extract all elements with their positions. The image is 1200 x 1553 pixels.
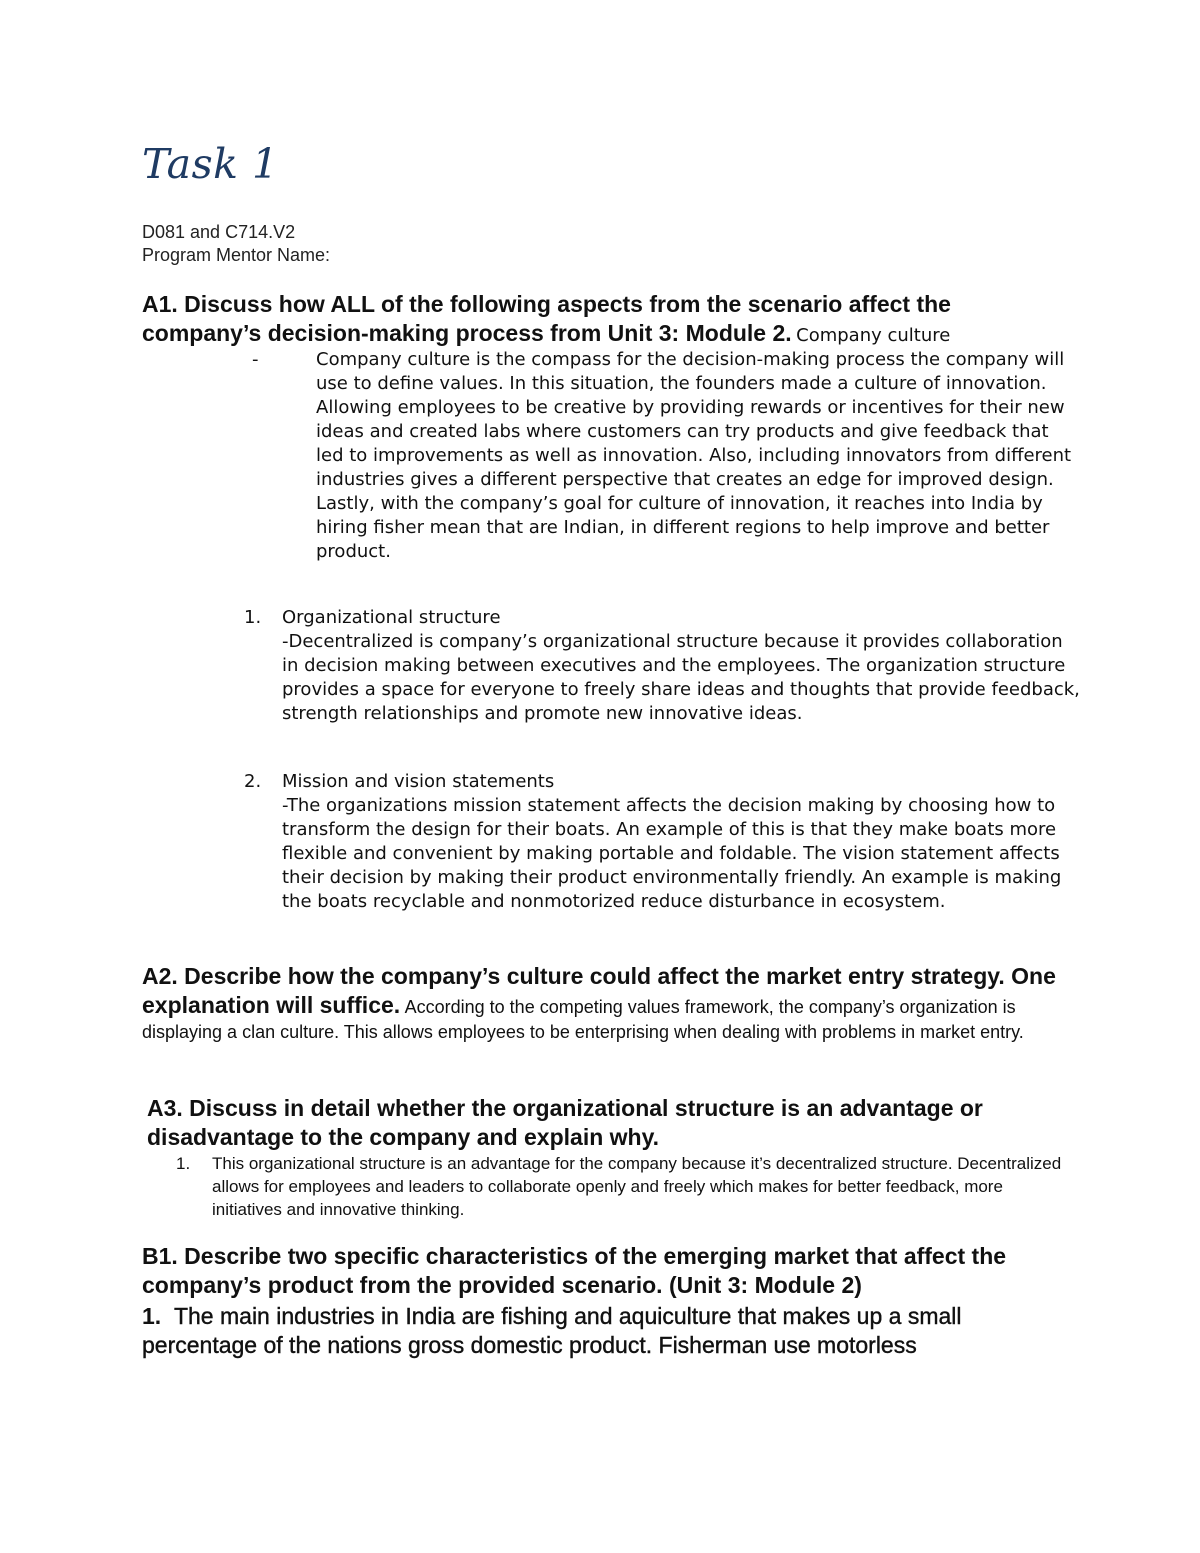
a2-answer: According to the competing values framework, the company’s organization is displaying a clan culture. This allows employees to be enterprising when dealing with problems in market entry. (142, 997, 1024, 1042)
page-title: Task 1 (142, 140, 279, 188)
a1-inline-item: Company culture (796, 325, 951, 346)
a3-answer-number: 1. (176, 1154, 191, 1173)
a1-item-2-text: -The organizations mission statement affects the decision making by choosing how to transform the design for their boats. An example of this is that they make boats more flexible and convenient by making portable and foldable. The vision statement affects their decision by making their product environmentally friendly. An example is making the boats recyclable and nonmotorized reduce disturbance in ecosystem. (282, 795, 1062, 912)
a1-bullet-marker: - (252, 349, 259, 370)
b1-answer (142, 1302, 1072, 1360)
b1-heading: B1. Describe two specific characteristics of the emerging market that affect the company’s product from the provided scenario. (Unit 3: Module 2) (142, 1243, 1007, 1298)
a3-answer: This organizational structure is an advantage for the company because it’s decentralized structure. Decentralized allows for employees and leaders to collaborate openly and freely which makes for better feedback, more initiatives and innovative thinking. (212, 1154, 1062, 1219)
a1-item-1 (282, 606, 1082, 726)
a1-heading: A1. Discuss how ALL of the following aspects from the scenario affect the company’s decision-making process from Unit 3: Module 2. (142, 291, 951, 346)
a1-bullet-text: Company culture is the compass for the decision-making process the company will use to define values. In this situation, the founders made a culture of innovation. Allowing employees to be creative by providing rewards or incentives for their new ideas and created labs where customers can try products and give feedback that led to improvements as well as innovation. Also, including innovators from different industries gives a different perspective that creates an edge for improved design. Lastly, with the company’s goal for culture of innovation, it reaches into India by hiring fisher mean that are Indian, in different regions to help improve and better product. (316, 349, 1072, 562)
a1-item-2 (282, 770, 1082, 914)
a1-item-2-number: 2. (244, 771, 262, 792)
mentor-label: Program Mentor Name: (142, 245, 331, 265)
a1-item-1-label: Organizational structure (282, 607, 501, 628)
a1-item-1-number: 1. (244, 607, 262, 628)
a1-item-2-label: Mission and vision statements (282, 771, 555, 792)
course-codes: D081 and C714.V2 (142, 222, 296, 242)
a1-item-1-text: -Decentralized is company’s organizational structure because it provides collaboration in decision making between executives and the employees. The organization structure provides a space for everyone to freely share ideas and thoughts that provide feedback, strength relationships and promote new innovative ideas. (282, 631, 1080, 724)
b1-answer-number: 1. (142, 1303, 162, 1329)
a2-heading: A2. Describe how the company’s culture could affect the market entry strategy. One explanation will suffice. (142, 963, 1056, 1018)
section-a2 (142, 962, 1062, 1045)
section-a1 (142, 290, 1062, 348)
a3-heading: A3. Discuss in detail whether the organizational structure is an advantage or disadvantage to the company and explain why. (147, 1095, 983, 1150)
b1-answer-text: The main industries in India are fishing and aquiculture that makes up a small percentage of the nations gross domestic product. Fisherman use motorless (142, 1303, 962, 1358)
